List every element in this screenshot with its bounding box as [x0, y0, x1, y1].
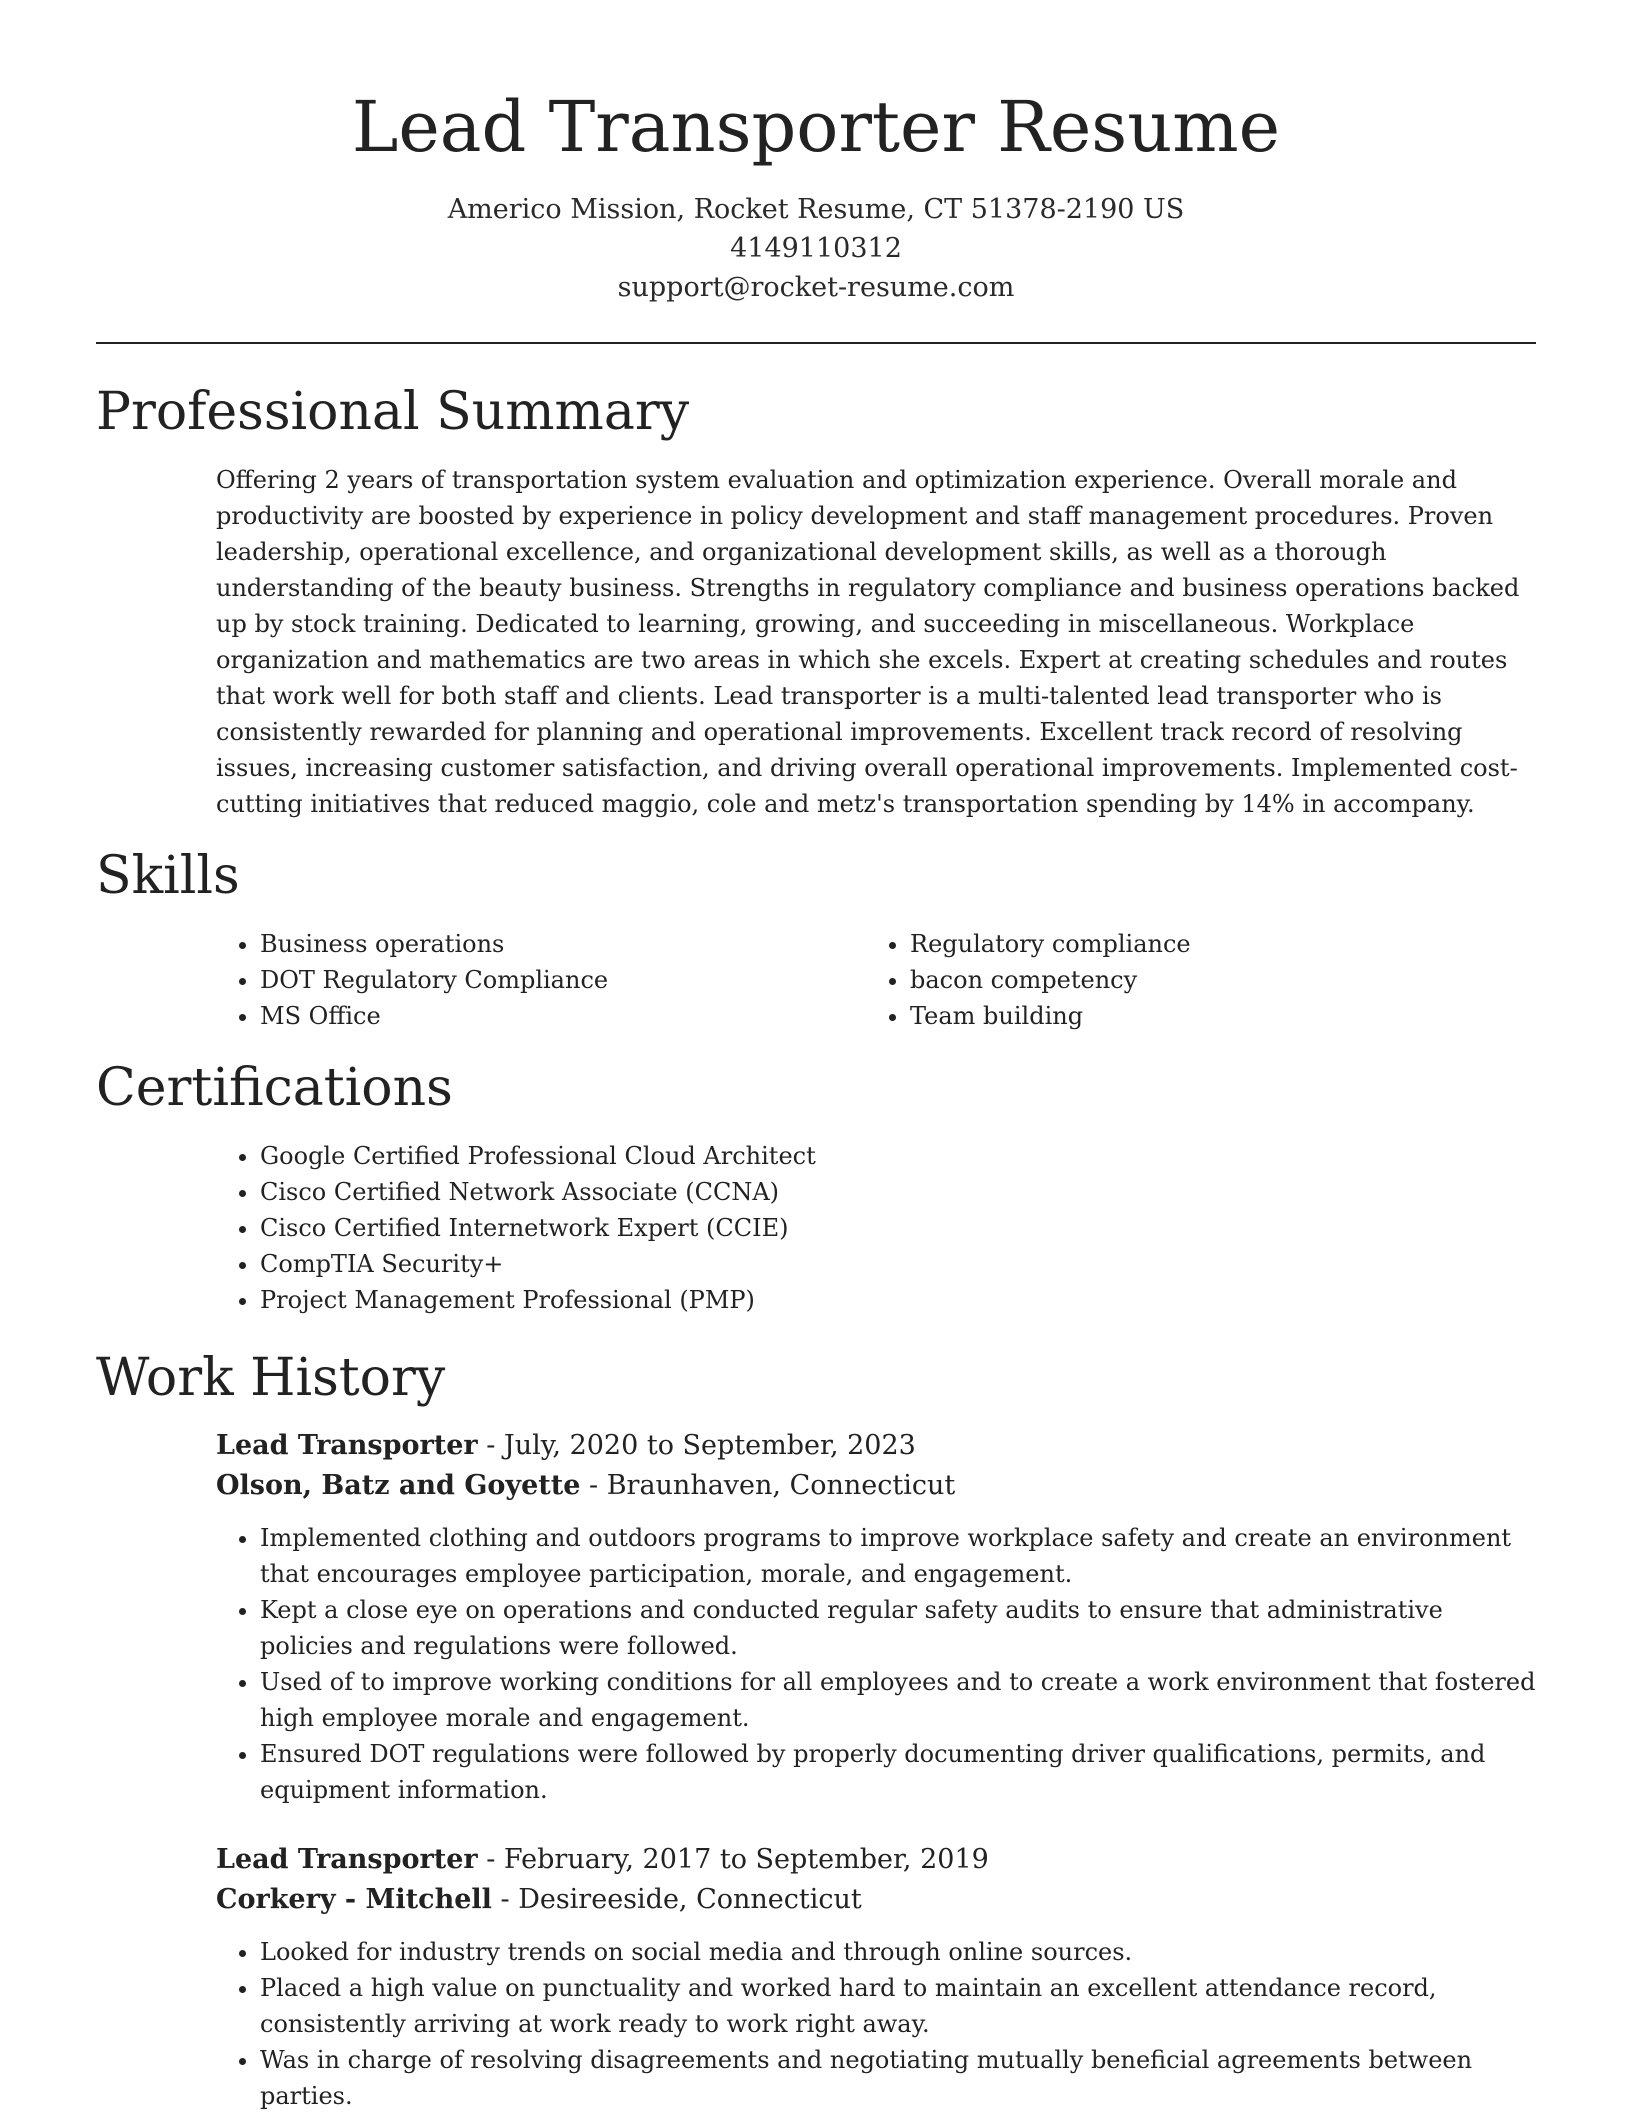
skills-heading: Skills	[96, 846, 240, 906]
job-entry	[216, 1840, 1538, 2114]
job-company-line	[216, 1880, 1538, 1920]
job-bullets	[216, 1520, 1538, 1808]
certification-item: • Cisco Certified Network Associate (CCNA)	[260, 1174, 1580, 1210]
skill-item: • bacon competency	[910, 962, 1191, 998]
job-bullets	[216, 1934, 1538, 2114]
contact-email: support@rocket-resume.com	[617, 272, 1015, 303]
job-bullet: • Implemented clothing and outdoors programs to improve workplace safety and create an environment that encourages employee participation, morale, and engagement.	[260, 1520, 1538, 1592]
resume-title: Lead Transporter Resume	[351, 86, 1281, 168]
header-divider	[96, 342, 1536, 344]
skill-item: • MS Office	[260, 998, 608, 1034]
job-company: Olson, Batz and Goyette	[216, 1470, 581, 1501]
skills-list-right	[866, 926, 1191, 1034]
job-title: Lead Transporter	[216, 1844, 478, 1875]
skill-item: • DOT Regulatory Compliance	[260, 962, 608, 998]
job-dates: - July, 2020 to September, 2023	[477, 1430, 916, 1461]
certification-item: • Cisco Certified Internetwork Expert (CCIE)	[260, 1210, 1580, 1246]
job-bullet: • Looked for industry trends on social media and through online sources.	[260, 1934, 1538, 1970]
skill-item: • Business operations	[260, 926, 608, 962]
contact-address: Americo Mission, Rocket Resume, CT 51378-2190 US	[447, 194, 1185, 225]
job-dates: - February, 2017 to September, 2019	[477, 1844, 989, 1875]
certification-item: • Google Certified Professional Cloud Architect	[260, 1138, 1580, 1174]
summary-text: Offering 2 years of transportation system evaluation and optimization experience. Overall morale and productivity are boosted by experience in policy development and staff management procedures. Proven leadership, operational excellence, and organizational development skills, as well as a thorough understanding of the beauty business. Strengths in regulatory compliance and business operations backed up by stock training. Dedicated to learning, growing, and succeeding in miscellaneous. Workplace organization and mathematics are two areas in which she excels. Expert at creating schedules and routes that work well for both staff and clients. Lead transporter is a multi-talented lead transporter who is consistently rewarded for planning and operational improvements. Excellent track record of resolving issues, increasing customer satisfaction, and driving overall operational improvements. Implemented cost-cutting initiatives that reduced maggio, cole and metz's transportation spending by 14% in accompany.	[216, 466, 1520, 818]
job-bullet: • Placed a high value on punctuality and worked hard to maintain an excellent attendance record, consistently arriving at work ready to work right away.	[260, 1970, 1538, 2042]
work-history-heading: Work History	[96, 1348, 446, 1408]
certifications-heading: Certifications	[96, 1058, 453, 1118]
job-title-line	[216, 1426, 1538, 1466]
job-company-line	[216, 1466, 1538, 1506]
resume-header	[96, 80, 1536, 307]
certification-item: • Project Management Professional (PMP)	[260, 1282, 1580, 1318]
job-entry	[216, 1426, 1538, 1808]
skill-item: • Team building	[910, 998, 1191, 1034]
certifications-list	[216, 1138, 1580, 1318]
job-bullet: • Kept a close eye on operations and conducted regular safety audits to ensure that administrative policies and regulations were followed.	[260, 1592, 1538, 1664]
certification-item: • CompTIA Security+	[260, 1246, 1580, 1282]
summary-heading: Professional Summary	[96, 382, 690, 442]
contact-phone: 4149110312	[730, 233, 902, 264]
skill-item: • Regulatory compliance	[910, 926, 1191, 962]
job-location: - Desireeside, Connecticut	[491, 1884, 862, 1915]
job-location: - Braunhaven, Connecticut	[580, 1470, 956, 1501]
job-bullet: • Ensured DOT regulations were followed by properly documenting driver qualifications, permits, and equipment information.	[260, 1736, 1538, 1808]
job-bullet: • Was in charge of resolving disagreements and negotiating mutually beneficial agreements between parties.	[260, 2042, 1538, 2114]
job-title-line	[216, 1840, 1538, 1880]
job-company: Corkery - Mitchell	[216, 1884, 492, 1915]
skills-list-left	[216, 926, 608, 1034]
job-title: Lead Transporter	[216, 1430, 478, 1461]
job-bullet: • Used of to improve working conditions for all employees and to create a work environment that fostered high employee morale and engagement.	[260, 1664, 1538, 1736]
